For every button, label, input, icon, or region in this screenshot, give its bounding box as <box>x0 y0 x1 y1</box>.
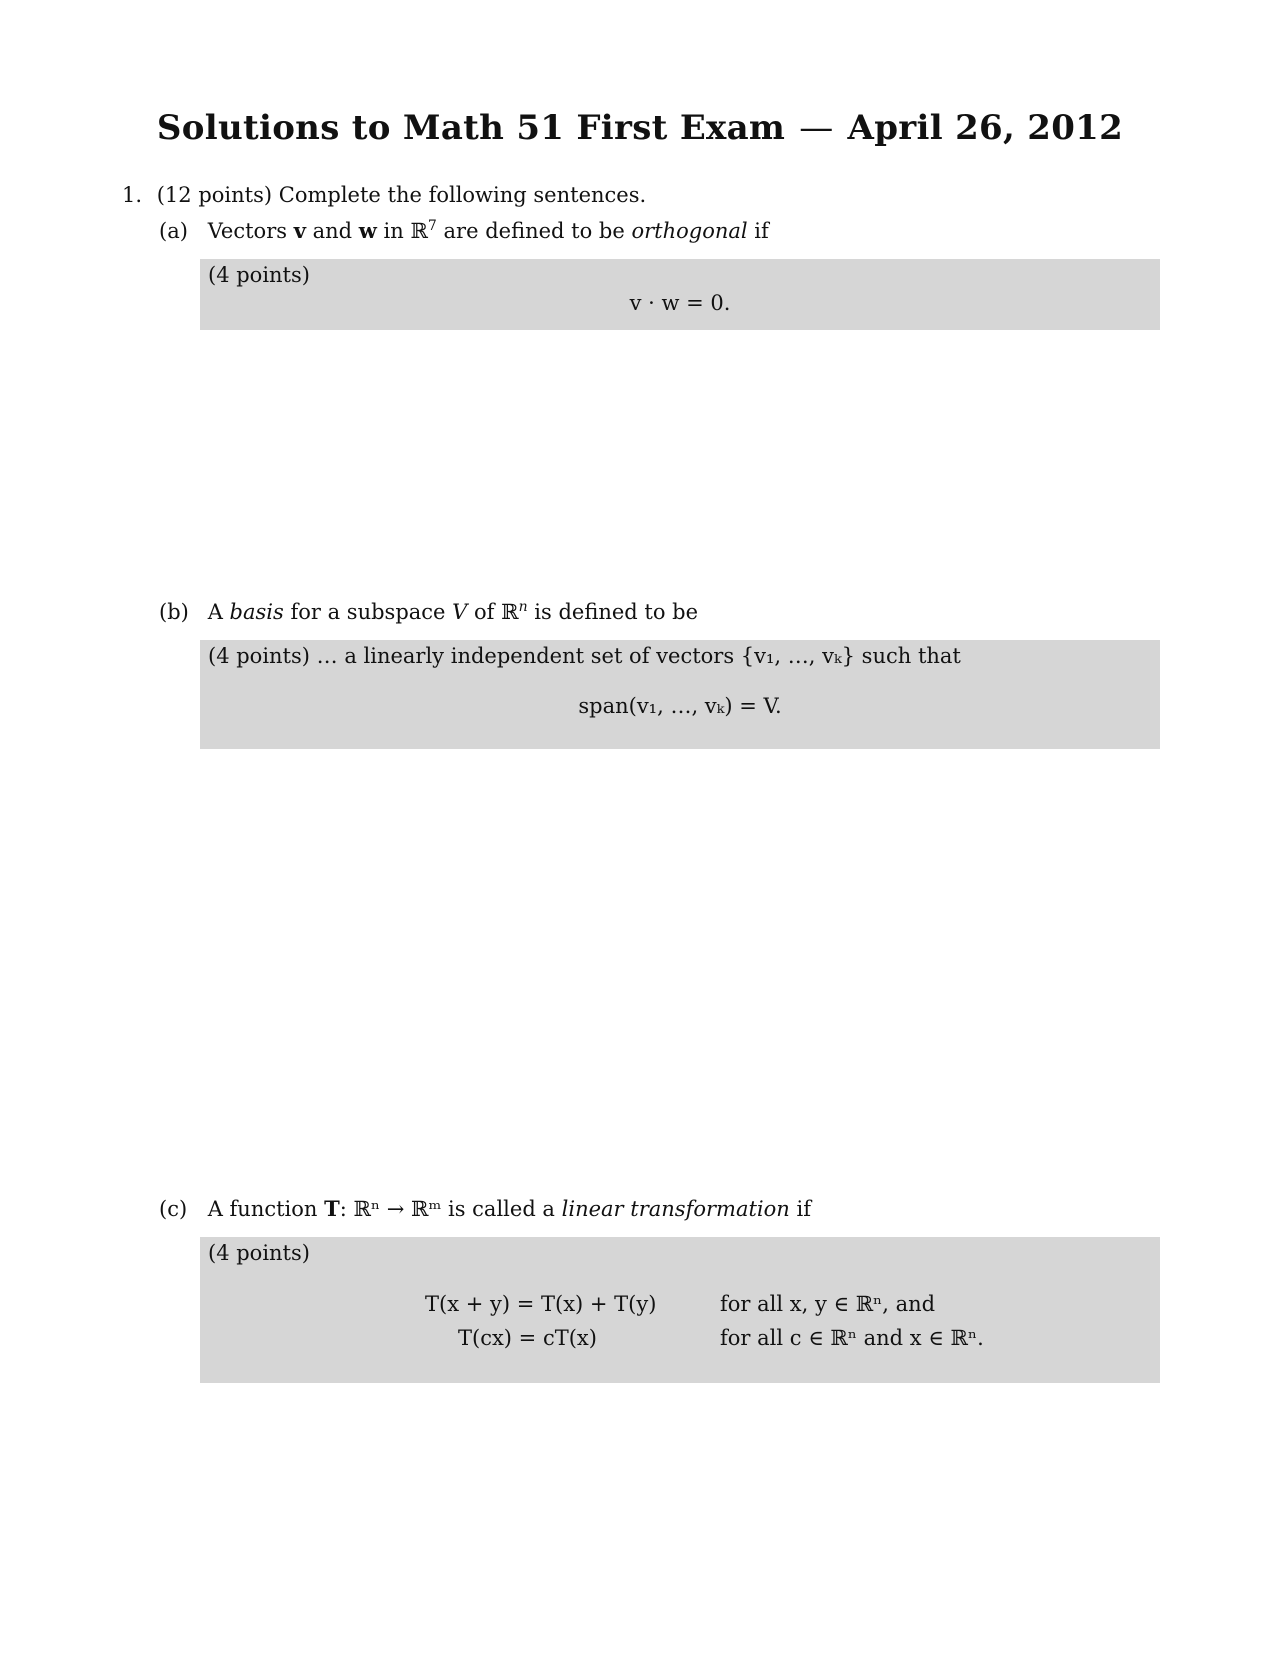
part-c-points: (4 points) <box>208 1241 310 1265</box>
part-c-condition-1: for all x, y ∈ ℝⁿ, and <box>720 1292 936 1316</box>
part-b-answer-text: … a linearly independent set of vectors {v₁, …, vₖ} such that <box>316 644 961 668</box>
part-b-text: A <box>207 600 223 624</box>
part-a-text: if <box>754 219 769 243</box>
vector-w: w <box>358 218 377 243</box>
part-b-exponent: n <box>518 599 528 615</box>
subspace-v: V <box>452 600 468 624</box>
part-a-points: (4 points) <box>208 263 310 287</box>
title-dash: — <box>799 108 834 148</box>
question-prompt: Complete the following sentences. <box>278 183 647 207</box>
part-b-prompt <box>159 599 698 624</box>
part-c-label: (c) <box>159 1197 188 1221</box>
part-c-text: : ℝⁿ → ℝᵐ is called a <box>339 1197 555 1221</box>
part-a-text: and <box>312 219 353 243</box>
page-title <box>0 108 1280 148</box>
part-a-exponent: 7 <box>427 218 437 234</box>
question-number: 1. <box>122 183 143 207</box>
part-a-answer-box <box>200 259 1160 330</box>
part-c-equation-1: T(x + y) = T(x) + T(y) <box>425 1292 657 1316</box>
part-c-text: if <box>796 1197 811 1221</box>
part-b-text: for a subspace <box>290 600 446 624</box>
question-points: (12 points) <box>156 183 273 207</box>
part-a-answer: v · w = 0. <box>629 291 731 315</box>
part-c-equation-2: T(cx) = cT(x) <box>458 1326 597 1350</box>
part-b-answer-line <box>208 644 961 668</box>
part-b-answer-equation: span(v₁, …, vₖ) = V. <box>578 694 782 718</box>
part-a-text: are defined to be <box>443 219 625 243</box>
part-c-text: A function <box>207 1197 318 1221</box>
part-c-answer-box <box>200 1237 1160 1383</box>
part-b-answer-box <box>200 640 1160 749</box>
part-c-prompt <box>159 1196 811 1221</box>
part-b-text: is defined to be <box>534 600 699 624</box>
part-a-text: in ℝ <box>383 219 428 243</box>
vector-v: v <box>293 218 306 243</box>
part-b-label: (b) <box>159 600 189 624</box>
function-t: T <box>324 1196 340 1221</box>
title-main: Solutions to Math 51 First Exam <box>156 108 786 148</box>
term-orthogonal: orthogonal <box>631 219 748 243</box>
title-date: April 26, 2012 <box>847 108 1124 148</box>
part-a-text: Vectors <box>207 219 288 243</box>
term-basis: basis <box>229 600 284 624</box>
part-b-points: (4 points) <box>208 644 310 668</box>
part-a-label: (a) <box>159 219 188 243</box>
part-c-condition-2: for all c ∈ ℝⁿ and x ∈ ℝⁿ. <box>720 1326 984 1350</box>
question-1-heading <box>122 183 646 207</box>
part-a-prompt <box>159 218 769 243</box>
term-linear-transformation: linear transformation <box>561 1197 790 1221</box>
part-b-text: of ℝ <box>474 600 519 624</box>
